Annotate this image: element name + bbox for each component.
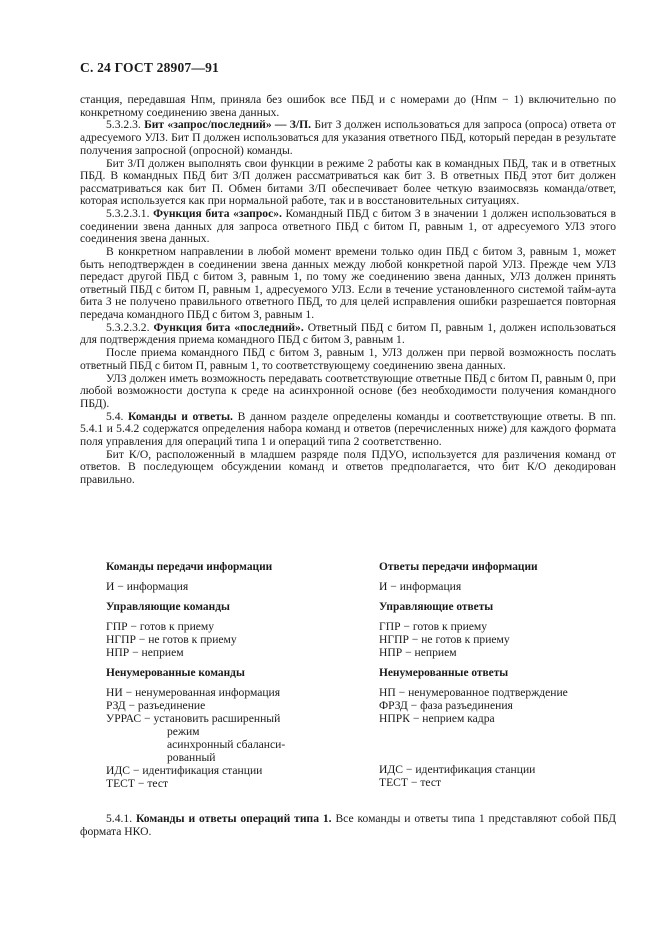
paragraph: 5.3.2.3.1. Функция бита «запрос». Командный ПБД с битом З в значении 1 должен использоваться в соединении звена данных для запроса ответного ПБД с битом П, равным 1, от адресуемого УЛЗ этого соединения звена данных. [80,207,616,246]
responses-info-title: Ответы передачи информации [379,561,538,573]
responses-column [379,561,629,789]
list-item: И − информация [379,580,462,593]
body-text [80,94,616,487]
paragraph: станция, передавшая Нпм, приняла без ошибок все ПБД и с номерами до (Нпм − 1) включительно по конкретному соединению звена данных. [80,93,616,119]
list-item: НПР − неприем [106,646,184,659]
list-item: ТЕСТ − тест [106,777,169,790]
list-item: И − информация [106,580,189,593]
paragraph: Бит З/П должен выполнять свои функции в режиме 2 работы как в командных ПБД, так и в ответных ПБД. В командных ПБД бит З/П должен рассматриваться как бит З. В ответных ПБД этот бит должен рассматриваться как бит П. Обмен битами З/П обеспечивает более четкую взаимосвязь команда/ответ, которая используется как при нормальной работе, так и в восстановительных ситуациях. [80,156,616,208]
list-item-continuation: режим [167,725,200,738]
responses-control-title: Управляющие ответы [379,601,494,613]
paragraph: УЛЗ должен иметь возможность передавать соответствующие ответные ПБД с битом П, равным 0, при любой возможности доступа к среде на асинхронной основе (без необходимости получения командного ПБД). [80,371,616,410]
commands-control-title: Управляющие команды [106,601,230,613]
list-item-continuation: рованный [167,751,216,764]
paragraph: 5.3.2.3.2. Функция бита «последний». Ответный ПБД с битом П, равным 1, должен использоваться для подтверждения приема командного ПБД с битом З, равным 1. [80,320,617,347]
responses-unnumbered-title: Ненумерованные ответы [379,667,509,679]
paragraph: После приема командного ПБД с битом З, равным 1, УЛЗ должен при первой возможность послать ответный ПБД с битом П, равным 1, то соответствующему соединению звена данных. [80,346,616,372]
page-header: С. 24 ГОСТ 28907—91 [80,60,219,75]
paragraph: Бит К/О, расположенный в младшем разряде поля ПДУО, используется для различения команд от ответов. В последующем обсуждении команд и ответов предполагается, что бит К/О декодирован правильно. [80,447,616,486]
list-item: ИДС − идентификация станции [379,763,536,776]
closing-text [80,812,616,838]
list-item-continuation: асинхронный сбаланси- [167,738,286,751]
list-item: НП − ненумерованное подтверждение [379,686,568,699]
list-item: НГПР − не готов к приему [379,633,510,646]
list-item: НИ − ненумерованная информация [106,686,281,699]
list-item: НПРК − неприем кадра [379,712,495,725]
list-item: ИДС − идентификация станции [106,764,263,777]
list-item: НГПР − не готов к приему [106,633,237,646]
list-item: ТЕСТ − тест [379,776,442,789]
commands-info-title: Команды передачи информации [106,561,273,573]
paragraph: В конкретном направлении в любой момент времени только один ПБД с битом З, равным 1, может быть неподтвержден в соединении звена данных между любой конкретной парой УЛЗ. Прежде чем УЛЗ передаст другой ПБД с битом З, равным 1, по тому же соединению звена данных, УЛЗ должен принять ответный ПБД с битом П, равным 1, адресуемого УЛЗ. Если в течение установленного системой тайм-аута бита З не получено правильного ответного ПБД, то для целей исправления ошибки разрешается повторная передача командного ПБД с битом З, равным 1. [80,245,616,321]
commands-column [106,561,366,790]
paragraph: 5.3.2.3. Бит «запрос/последний» — З/П. Бит З должен использоваться для запроса (опроса) ответа от адресуемого УЛЗ. Бит П должен использоваться для указания ответного ПБД, который передан в результате получения запросной (опросной) команды. [80,118,616,157]
list-item: ФРЗД − фаза разъединения [379,699,513,712]
list-item: РЗД − разъединение [106,699,206,712]
paragraph: 5.4.1. Команды и ответы операций типа 1. Все команды и ответы типа 1 представляют собой ПБД формата НКО. [80,812,616,838]
list-item: НПР − неприем [379,646,457,659]
paragraph: 5.4. Команды и ответы. В данном разделе определены команды и соответствующие ответы. В пп. 5.4.1 и 5.4.2 содержатся определения набора команд и ответов (перечисленных ниже) для каждого формата поля управления для операций типа 1 и операций типа 2 соответственно. [80,409,616,448]
commands-unnumbered-title: Ненумерованные команды [106,667,245,679]
list-item: ГПР − готов к приему [106,620,215,633]
list-item: ГПР − готов к приему [379,620,488,633]
list-item: УРРАС − установить расширенный [106,712,281,725]
